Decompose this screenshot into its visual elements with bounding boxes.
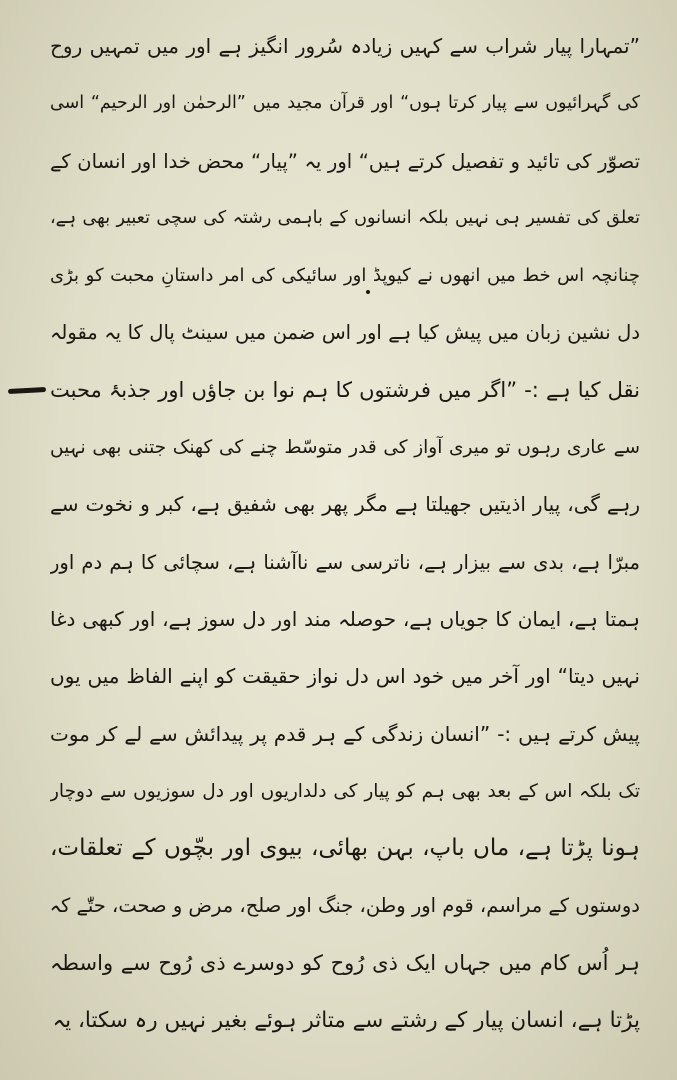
text-line: چنانچہ اس خط میں انھوں نے کیوپڈ اور سائیکی کی امر داستانِ محبت کو بڑی [50,265,640,287]
text-line: ہونا پڑتا ہے، ماں باپ، بہن بھائی، بیوی اور بچّوں کے تعلقات، [50,835,640,862]
text-line: پڑتا ہے، انسان پیار کے رشتے سے متاثر ہوئے بغیر نہیں رہ سکتا، یہ [52,1008,640,1034]
text-line: ”تمہارا پیار شراب سے کہیں زیادہ سُرور انگیز ہے اور میں تمہیں روح [50,34,640,58]
text-line: ہر اُس کام میں جہاں ایک ذی رُوح کو دوسرے ذی رُوح سے واسطہ [50,950,640,975]
text-line: دوستوں کے مراسم، قوم اور وطن، جنگ اور صلح، مرض و صحت، حتّٰے کہ [50,894,640,918]
text-line: پیش کرتے ہیں :- ”انسان زندگی کے ہر قدم پر پیدائش سے لے کر موت [50,721,640,746]
text-line: رہے گی، پیار اذیتیں جھیلتا ہے مگر پھر بھی شفیق ہے، کبر و نخوت سے [50,492,640,517]
text-line: ہمتا ہے، ایمان کا جویاں ہے، حوصلہ مند اور دل سوز ہے، اور کبھی دغا [50,606,640,631]
text-line: نہیں دیتا“ اور آخر میں خود اس دل نواز حقیقت کو اپنے الفاظ میں یوں [50,664,640,689]
text-line: تک بلکہ اس کے بعد بھی ہم کو پیار کی دلداریوں اور دل سوزیوں سے دوچار [50,780,640,802]
urdu-text-body [50,18,640,1049]
text-line: مبرّا ہے، بدی سے بیزار ہے، ناترسی سے ناآشنا ہے، سچائی کا ہم دم اور [50,550,640,574]
text-line: کی گہرائیوں سے پیار کرتا ہوں“ اور قرآن مجید میں ”الرحمٰن اور الرحیم“ اسی [50,93,640,114]
text-line: دل نشین زبان میں پیش کیا ہے اور اس ضمن میں سینٹ پال کا یہ مقولہ [50,321,640,345]
text-line: تصوّر کی تائید و تفصیل کرتے ہیں“ اور یہ ”پیار“ محض خدا اور انسان کے [50,149,640,173]
ink-dot [366,290,370,294]
text-line: سے عاری رہوں تو میری آواز کی قدر متوسّط چنے کی کھنک جتنی بھی نہیں [50,437,640,459]
text-line: تعلق کی تفسیر ہی نہیں بلکہ انسانوں کے باہمی رشتہ کی سچی تعبیر بھی ہے، [50,207,640,228]
text-line: نقل کیا ہے :- ”اگر میں فرشتوں کا ہم نوا بن جاؤں اور جذبۂ محبت [50,377,640,402]
